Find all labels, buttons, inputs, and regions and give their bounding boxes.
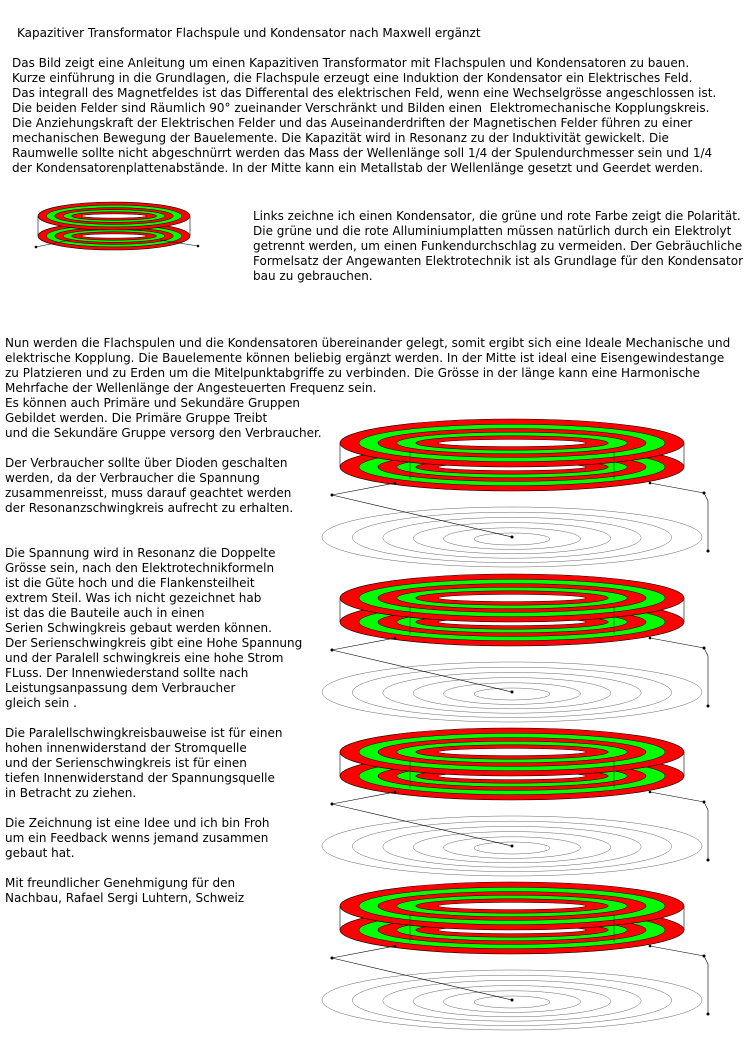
junction-left — [394, 945, 397, 948]
terminal-right — [703, 647, 706, 650]
intro-paragraph: Das Bild zeigt eine Anleitung um einen Kapazitiven Transformator mit Flachspulen und Kondensatoren zu bauen. Kurze einführung in die Grundlagen, die Flachspule erzeugt eine Induktion der Kondensator ein Elektrisches Feld. Das integrall des Magnetfeldes ist das Differental des elektrischen Feld, wenn eine Wechselgrösse angeschlossen ist. Die beiden Felder sind Räumlich 90° zueinander Verschränkt und Bilden einen Elektromechanische Kopplungskreis. Die Anziehungskraft der Elektrischen Felder und das Auseinanderdriften der Magnetischen Felder führen zu einer mechanischen Bewegung der Bauelemente. Die Kapazität wird in Resonanz zu der Induktivität gewickelt. Die Raumwelle sollte nicht abgeschnürrt werden das Mass der Wellenlänge soll 1/4 der Spulendurchmesser sein und 1/4 der Kondensatorenplattenabstände. In der Mitte kann ein Metallstab der Wellenlänge gesetzt und Geerdet werden. — [12, 56, 717, 175]
coil-turn — [444, 528, 581, 550]
junction-right — [649, 945, 652, 948]
terminal-right — [703, 492, 706, 495]
junction-right — [649, 791, 652, 794]
terminal-coil — [707, 1013, 710, 1016]
lead-center — [332, 495, 512, 537]
parallel-paragraph: Die Paralellschwingkreisbauweise ist für einen hohen innenwiderstand der Stromquelle und der Serienschwingkreis ist für einen tiefen Innenwiderstand der Spannungsquelle in Betracht zu ziehen. — [5, 726, 283, 800]
coil-turn — [474, 996, 550, 1008]
unit-upper-plate-center — [438, 594, 586, 601]
junction-left — [394, 637, 397, 640]
coil-turn — [444, 991, 581, 1013]
coil-turn — [474, 842, 550, 854]
coil-turn — [444, 837, 581, 859]
lead-center — [332, 958, 512, 1000]
page-title: Kapazitiver Transformator Flachspule und Kondensator nach Maxwell ergänzt — [17, 26, 481, 40]
lead-right — [650, 946, 708, 1014]
groups-paragraph: Es können auch Primäre und Sekundäre Gruppen Gebildet werden. Die Primäre Gruppe Treibt und die Sekundäre Gruppe versorg den Verbraucher. — [5, 396, 322, 440]
stack-unit-3 — [322, 728, 710, 876]
lead-right — [650, 792, 708, 860]
idea-paragraph: Die Zeichnung ist eine Idee und ich bin Froh um ein Feedback wenns jemand zusammen gebaut hat. — [5, 816, 270, 860]
terminal-right — [703, 955, 706, 958]
lead-right — [650, 638, 708, 706]
junction-left — [394, 791, 397, 794]
unit-upper-plate-center — [438, 748, 586, 755]
resonance-paragraph: Die Spannung wird in Resonanz die Doppelte Grösse sein, nach den Elektrotechnikformeln ist die Güte hoch und die Flankensteilheit extrem Steil. Was ich nicht gezeichnet hab ist das die Bauteile auch in einen Serien Schwingkreis gebaut werden können. Der Serienschwingkreis gibt eine Hohe Spannung und der Paralell schwingkreis eine hohe Strom FLuss. Der Innenwiederstand sollte nach Leistungsanpassung dem Verbraucher gleich sein . — [5, 546, 303, 710]
junction-left — [394, 482, 397, 485]
lead-right — [650, 483, 708, 551]
junction-right — [649, 482, 652, 485]
stack-unit-1 — [322, 419, 710, 567]
stack-unit-2 — [322, 574, 710, 722]
capacitor-paragraph: Links zeichne ich einen Kondensator, die grüne und rote Farbe zeigt die Polarität. Die grüne und die rote Alluminiumplatten müssen natürlich durch ein Elektrolyt getrennt werden, um einen Funkendurchschlag zu vermeiden. Der Gebräuchliche Formelsatz der Angewanten Elektrotechnik ist als Grundlage für den Kondensator bau zu gebrauchen. — [253, 209, 744, 283]
coil-turn — [474, 688, 550, 700]
junction-right — [649, 637, 652, 640]
stack-paragraph: Nun werden die Flachspulen und die Kondensatoren übereinander gelegt, somit ergibt sich eine Ideale Mechanische und elektrische Kopplung. Die Bauelemente können beliebig ergänzt werden. In der Mitte ist ideal eine Eisengewindestange zu Platzieren und zu Erden um die Mitelpunktabgriffe zu verbinden. Die Grösse in der länge kann eine Harmonische Mehrfache der Wellenlänge der Angesteuerten Frequenz sein. — [5, 336, 731, 395]
unit-upper-plate-center — [438, 439, 586, 446]
closing-paragraph: Mit freundlicher Genehmigung für den Nachbau, Rafael Sergi Luhtern, Schweiz — [5, 876, 245, 905]
coil-turn — [474, 533, 550, 545]
lead-left — [332, 946, 395, 958]
terminal-coil — [707, 859, 710, 862]
stack-unit-4 — [322, 882, 710, 1030]
lead-left — [332, 638, 395, 650]
lead-center — [332, 804, 512, 846]
coil-turn — [444, 683, 581, 705]
lead-left — [332, 483, 395, 495]
terminal-right — [703, 801, 706, 804]
terminal-coil — [707, 550, 710, 553]
lead-left — [332, 792, 395, 804]
diode-paragraph: Der Verbraucher sollte über Dioden geschalten werden, da der Verbraucher die Spannung zusammenreisst, muss darauf geachtet werden der Resonanzschwingkreis aufrecht zu erhalten. — [5, 456, 294, 515]
terminal-coil — [707, 705, 710, 708]
lead-center — [332, 650, 512, 692]
unit-upper-plate-center — [438, 902, 586, 909]
